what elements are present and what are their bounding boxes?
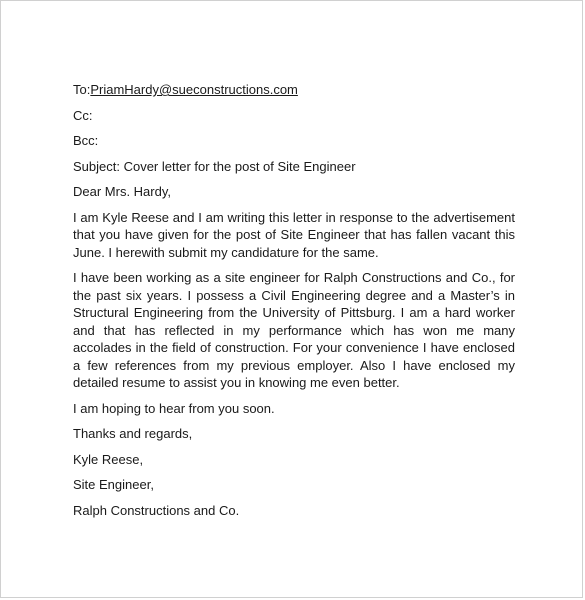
- closing: Thanks and regards,: [73, 426, 193, 441]
- to-label: To:: [73, 82, 91, 97]
- to-line: [73, 81, 515, 99]
- signature-title: Site Engineer,: [73, 477, 154, 492]
- paragraph-intro: I am Kyle Reese and I am writing this letter in response to the advertisement that you have given for the post of Site Engineer that has fallen vacant this June. I herewith submit my candidature for the same.: [73, 209, 515, 260]
- recipient-email-link[interactable]: PriamHardy@sueconstructions.com: [90, 82, 298, 97]
- cover-letter: [73, 81, 515, 527]
- cc-line: Cc:: [73, 107, 93, 123]
- bcc-line: Bcc:: [73, 133, 99, 148]
- paragraph-closing: I am hoping to hear from you soon.: [73, 400, 275, 416]
- signature-company: Ralph Constructions and Co.: [73, 502, 240, 518]
- salutation: Dear Mrs. Hardy,: [73, 184, 171, 199]
- paragraph-experience: I have been working as a site engineer for Ralph Constructions and Co., for the past six years. I possess a Civil Engineering degree and a Master’s in Structural Engineering from the University of Pittsburg. I am a hard worker and that has reflected in my performance which has won me many accolades in the field of construction. For your convenience I have enclosed a few references from my previous employer. Also I have enclosed my detailed resume to assist you in knowing me even better.: [73, 270, 515, 390]
- subject-line: Subject: Cover letter for the post of Site Engineer: [73, 158, 356, 174]
- signature-name: Kyle Reese,: [73, 451, 144, 467]
